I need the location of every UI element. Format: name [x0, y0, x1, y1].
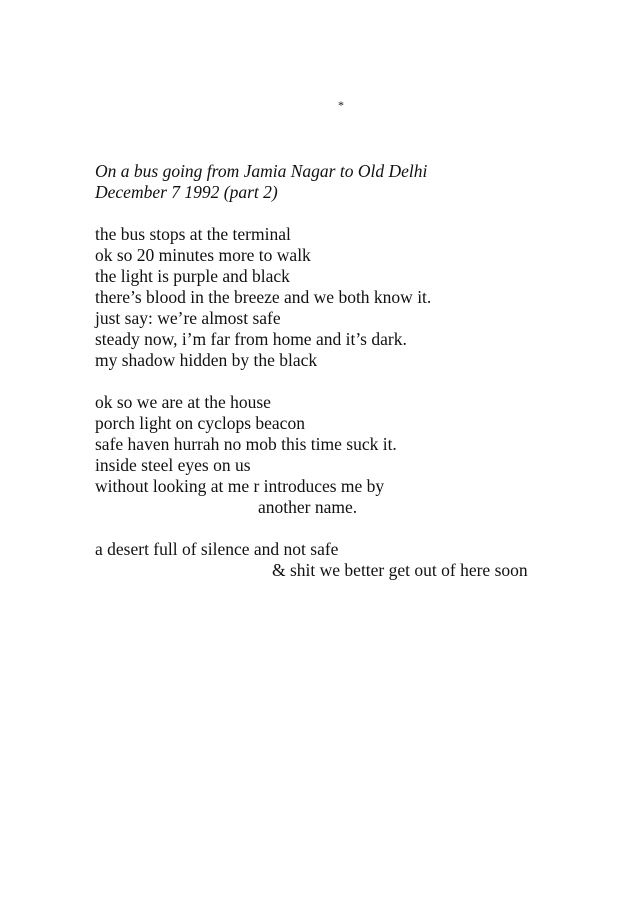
- poem-line: there’s blood in the breeze and we both know it.: [95, 287, 432, 307]
- poem-line-indented: & shit we better get out of here soon: [272, 560, 528, 580]
- poem-line: my shadow hidden by the black: [95, 350, 318, 370]
- poem-line: ok so we are at the house: [95, 392, 271, 412]
- poem-line: just say: we’re almost safe: [95, 308, 281, 328]
- poem-line: without looking at me r introduces me by: [95, 476, 385, 496]
- poem-title-line: On a bus going from Jamia Nagar to Old Delhi: [95, 161, 428, 181]
- stanza-1: [95, 224, 595, 371]
- poem-line-indented: another name.: [258, 497, 358, 517]
- poem-line: a desert full of silence and not safe: [95, 539, 339, 559]
- poem-line: steady now, i’m far from home and it’s dark.: [95, 329, 407, 349]
- poem: [95, 161, 595, 602]
- stanza-3: [95, 539, 595, 581]
- poem-line: inside steel eyes on us: [95, 455, 251, 475]
- poem-line: the bus stops at the terminal: [95, 224, 291, 244]
- stanza-2: [95, 392, 595, 518]
- section-ornament: *: [338, 98, 344, 112]
- poem-line: safe haven hurrah no mob this time suck it.: [95, 434, 397, 454]
- poem-date-line: December 7 1992 (part 2): [95, 182, 278, 202]
- poem-title: [95, 161, 595, 203]
- poem-line: ok so 20 minutes more to walk: [95, 245, 311, 265]
- poem-line: the light is purple and black: [95, 266, 290, 286]
- poem-line: porch light on cyclops beacon: [95, 413, 305, 433]
